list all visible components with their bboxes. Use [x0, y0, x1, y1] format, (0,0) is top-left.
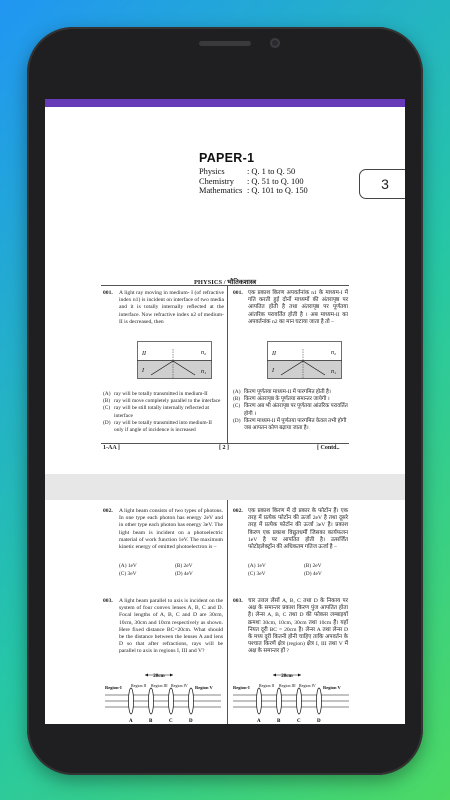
option-c[interactable]: (C) 3eV: [248, 571, 266, 577]
svg-text:n₂: n₂: [331, 350, 337, 356]
question-number: 003.: [103, 598, 113, 604]
column-divider: [227, 285, 228, 443]
footer-page: [ 2 ]: [219, 445, 229, 451]
svg-text:Region III: Region III: [279, 683, 296, 688]
refraction-figure: [137, 341, 217, 381]
svg-text:Region-I: Region-I: [105, 685, 122, 690]
speaker-grille: [199, 41, 251, 46]
svg-text:n₁: n₁: [331, 369, 337, 375]
option-b[interactable]: (B) 2eV: [175, 563, 193, 569]
svg-text:20cm: 20cm: [153, 674, 165, 679]
divider: [101, 443, 349, 444]
subject-row: Physics : Q. 1 to Q. 50: [199, 167, 296, 176]
section-title: PHYSICS / भौतिकशास्त्र: [193, 279, 257, 286]
option-c[interactable]: (C) ray will be still totally internally reflected at interface: [103, 405, 210, 419]
options-grid: [119, 562, 231, 578]
question-text-hindi: एक प्रकाश किरण अपवर्तनांक n1 के माध्यम-I में गति करती हुई दोनों माध्यमों की अंतरापृष्ठ पर आपतित होती है तथा अंतरापृष्ठ पर पूर्णतया आंतरिक परावर्तित होती है । अब माध्यम-II का अपवर्तनांक n2 का मान घटाया जाता है तो –: [248, 290, 348, 325]
question-text-hindi: चार उत्तल लेंसों A, B, C तथा D के निकाय पर अक्ष के समान्तर प्रकाश किरण पुंज आपतित होता है। लेन्स A, B, C तथा D की फोकस लम्बाइयाँ क्रमशः 30cm, 10cm, 30cm तथा 10cm हैं। यहाँ नियत दूरी BC = 20cm है। लेन्स A तथा लेन्स D के मध्य दूरी कितनी होनी चाहिए ताकि अपवर्तन के पश्चात किरणें क्षेत्र (region) क्षेत्र I, III तथा V में अक्ष के समान्तर हों ?: [248, 598, 348, 655]
lens-system-figure-hindi: [231, 671, 351, 723]
option-a[interactable]: (A) किरण पूर्णतया माध्यम-II में पारगमित होती है।: [233, 389, 331, 395]
column-divider: [227, 500, 228, 724]
page-number-badge[interactable]: 3: [359, 169, 405, 199]
options-list: [103, 391, 221, 434]
svg-text:n₁: n₁: [201, 369, 207, 375]
option-c[interactable]: (C) किरण अब भी अंतरापृष्ठ पर पूर्णतया आंतरिक परावर्तित होगी ।: [233, 403, 348, 417]
option-b[interactable]: (B) 2eV: [304, 563, 322, 569]
option-d[interactable]: (D) ray will be totally transmitted into medium-II only if angle of incidence is increased: [103, 419, 212, 434]
question-text-hindi: एक प्रकाश किरण में दो प्रकार के फोटॉन हैं। एक तरह में प्रत्येक फोटॉन की ऊर्जा 2eV है तथा दूसरे तरह में प्रत्येक फोटॉन की ऊर्जा 3eV है। प्रकाश किरण एक प्रकाश विद्युतधर्मी जिसका कार्यफलन 1eV है पर आपतित होती है। उत्सर्जित फोटोइलेक्ट्रॉन की अधिकतम गतिज ऊर्जा है –: [248, 508, 348, 551]
question-number: 001.: [233, 290, 243, 296]
options-grid-hindi: [248, 562, 360, 578]
paper-title: PAPER-1: [199, 151, 255, 165]
question-number: 002.: [103, 508, 113, 514]
question-number: 002.: [233, 508, 243, 514]
option-b[interactable]: (B) किरण अंतरापृष्ठ के पूर्णतया समान्तर जायेगी ।: [233, 396, 330, 403]
page-separator: [45, 474, 405, 500]
svg-text:C: C: [297, 719, 301, 723]
app-bar: [45, 99, 405, 107]
option-d[interactable]: (D) 4eV: [175, 571, 193, 577]
divider: [101, 285, 349, 286]
svg-text:Region V: Region V: [195, 685, 213, 690]
question-text: A light beam consists of two types of photons. In one type each photon has energy 2eV and in other type each photon has energy 3eV. The light beam is incident on a photoelectric material of work function 1eV. The maximum kinetic energy of emitted photoelectron is –: [119, 508, 223, 551]
svg-text:B: B: [149, 719, 153, 723]
svg-text:Region II: Region II: [259, 683, 275, 688]
option-d[interactable]: (D) किरण माध्यम-II में पूर्णतया पारगमित केवल तभी होगी जब आपतन कोण बढ़ाया जाता है।: [233, 417, 347, 432]
svg-text:Region V: Region V: [323, 685, 341, 690]
svg-text:I: I: [142, 368, 144, 374]
question-number: 001.: [103, 290, 113, 296]
phone-frame: [27, 27, 423, 775]
subject-row: Chemistry : Q. 51 to Q. 100: [199, 176, 304, 186]
svg-text:Region II: Region II: [131, 683, 147, 688]
footer-code: 1-AA ]: [103, 445, 120, 451]
option-a[interactable]: (A) 1eV: [248, 563, 266, 569]
svg-text:II: II: [272, 351, 276, 357]
svg-text:n₂: n₂: [201, 350, 207, 356]
option-a[interactable]: (A) 1eV: [119, 563, 137, 569]
question-text: A light beam parallel to axis is incident on the system of four convex lenses A, B, C and D. Focal lengths of A, B, C and D are 30cm, 10cm, 30cm and 10cm respectively as shown. Here fixed distance BC=20cm. What should be the distance between the lenses A and lens D so that after refractions, rays will be parallel to axis in regions I, III and V?: [119, 598, 223, 655]
svg-text:Region IV: Region IV: [171, 683, 188, 688]
pdf-page-2[interactable]: [45, 500, 405, 724]
screen[interactable]: [45, 99, 405, 724]
refraction-figure-hindi: [267, 341, 347, 381]
svg-text:A: A: [129, 719, 133, 723]
svg-text:D: D: [317, 719, 321, 723]
question-number: 003.: [233, 598, 243, 604]
svg-text:B: B: [277, 719, 281, 723]
options-list-hindi: [233, 389, 349, 432]
option-a[interactable]: (A) ray will be totally transmitted in medium-II: [103, 391, 208, 397]
svg-text:Region III: Region III: [151, 683, 168, 688]
svg-text:I: I: [272, 368, 274, 374]
svg-text:A: A: [257, 719, 261, 723]
subject-row: Mathematics : Q. 101 to Q. 150: [199, 186, 308, 195]
svg-text:20cm: 20cm: [281, 674, 293, 679]
option-b[interactable]: (B) ray will move completely parallel to the interface: [103, 398, 221, 405]
option-d[interactable]: (D) 4eV: [304, 571, 322, 577]
front-camera: [270, 38, 280, 48]
svg-text:C: C: [169, 719, 173, 723]
svg-text:II: II: [142, 351, 146, 357]
question-text: A light ray moving in medium- I (of refractive index n1) is incident on interface of two media and it is totally internally reflected at the interface. Now refractive index n2 of medium-II is decreased, then: [119, 290, 224, 325]
pdf-page-1[interactable]: [45, 107, 405, 474]
svg-text:Region-I: Region-I: [233, 685, 250, 690]
svg-text:D: D: [189, 719, 193, 723]
svg-text:Region IV: Region IV: [299, 683, 316, 688]
lens-system-figure: [103, 671, 223, 723]
footer-contd: [ Contd..: [317, 445, 340, 451]
paper-header: [199, 151, 308, 196]
option-c[interactable]: (C) 3eV: [119, 571, 137, 577]
